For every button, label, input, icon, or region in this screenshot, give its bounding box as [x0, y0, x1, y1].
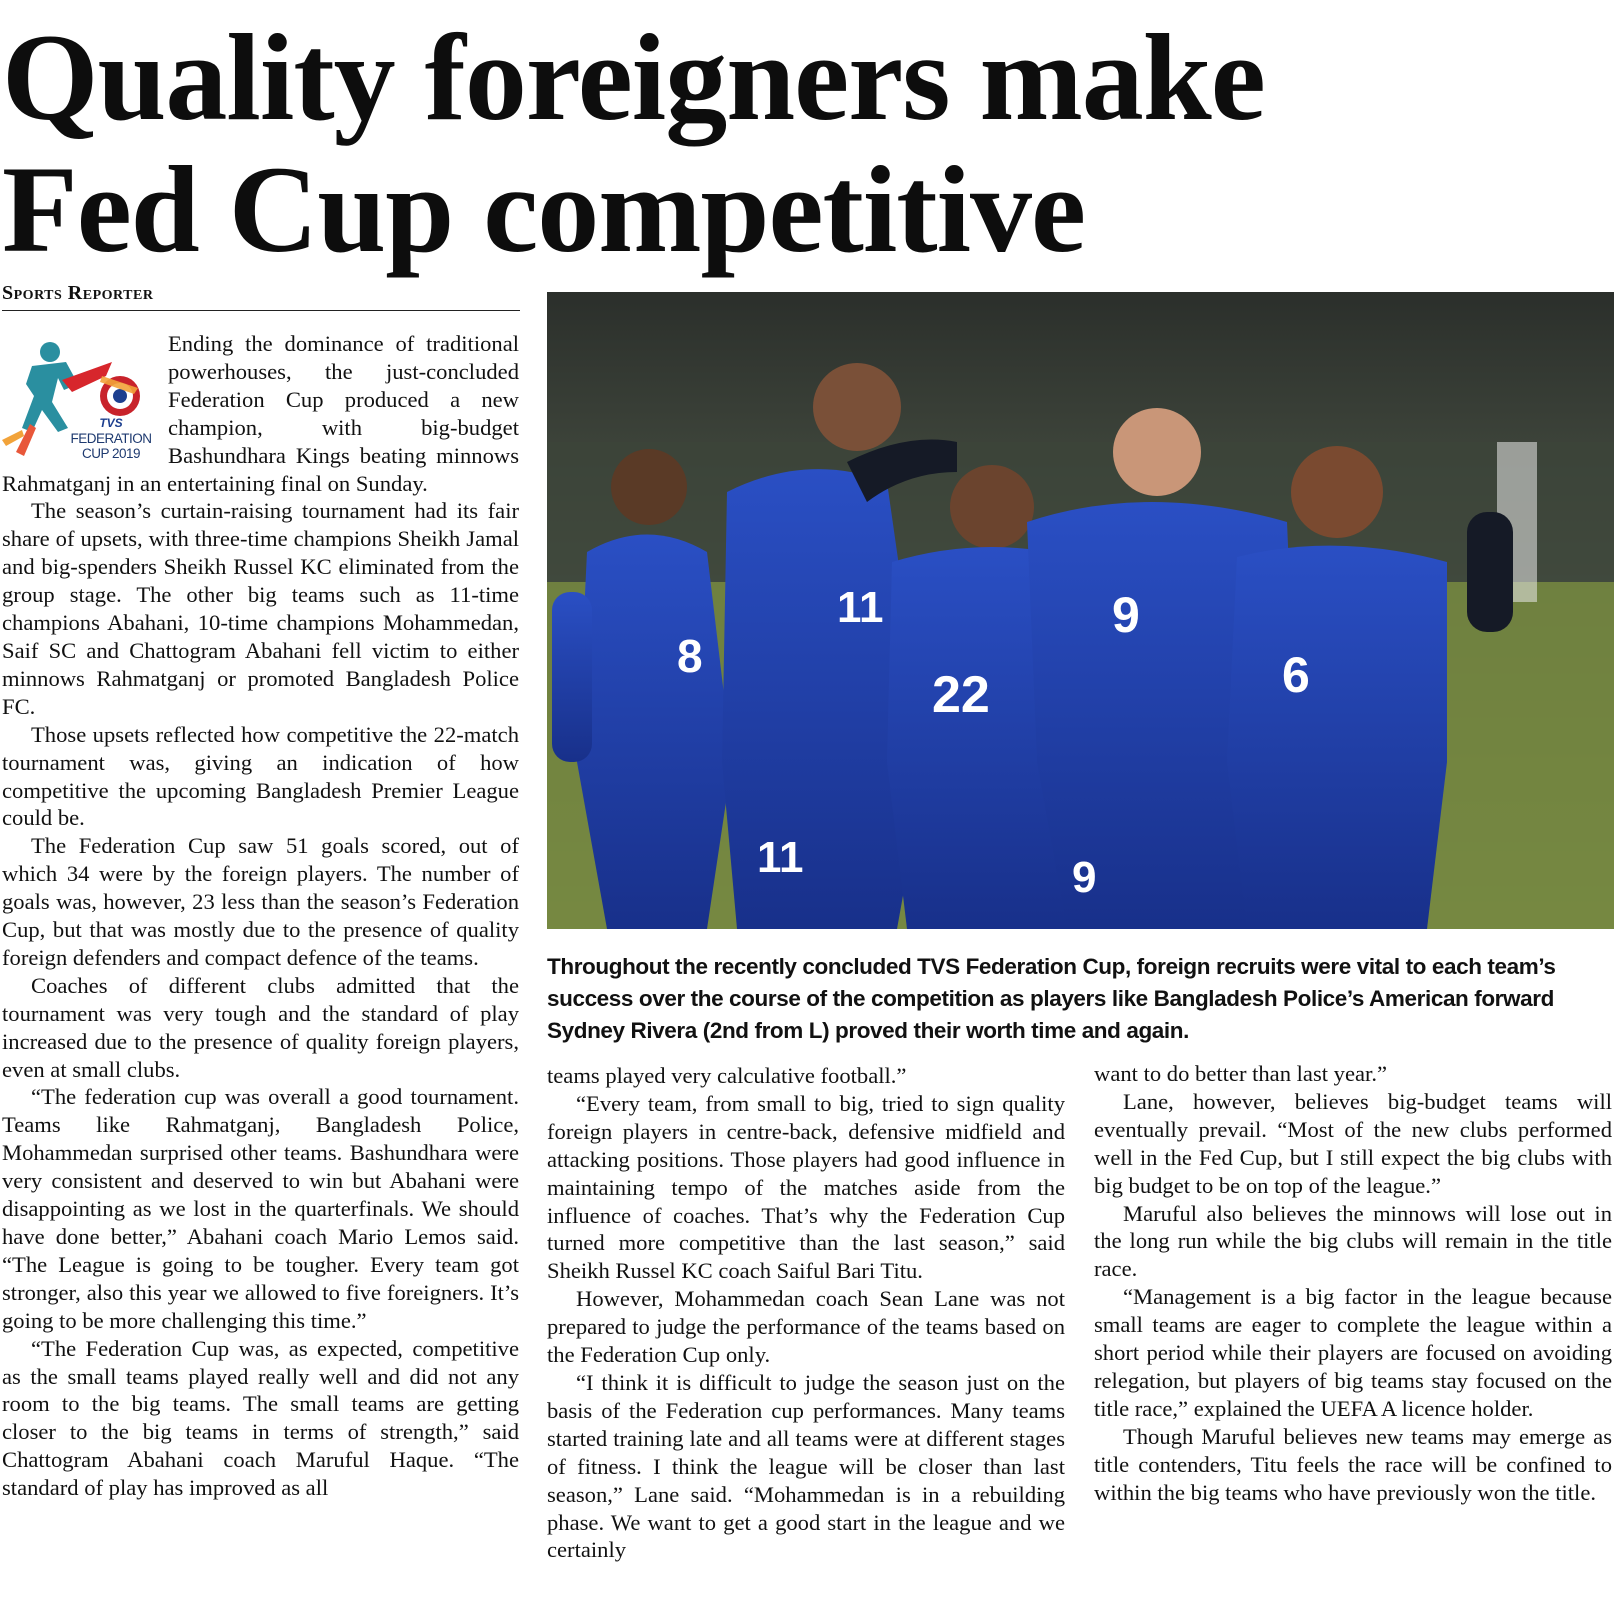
jersey-number: 11: [837, 583, 884, 632]
jersey-number: 8: [677, 630, 703, 682]
col3-paragraph: Though Maruful believes new teams may emerge as title contenders, Titu feels the race will be confined to within the big teams who have previously won the title.: [1094, 1423, 1612, 1505]
col1-paragraph: Those upsets reflected how competitive the 22-match tournament was, giving an indication of how competitive the upcoming Bangladesh Premier League could be.: [2, 721, 519, 831]
col1-paragraph: The Federation Cup saw 51 goals scored, out of which 34 were by the foreign players. The number of goals was, however, 23 less than the season’s Federation Cup, but that was mostly due to the presence of quality foreign defenders and compact defence of the teams.: [2, 833, 519, 970]
headline: [2, 9, 1602, 278]
shorts-number: 9: [1072, 853, 1097, 902]
col1-paragraph: Ending the dominance of traditional powerhouses, the just-concluded Federation Cup produced a new champion, with big-budget Bashundhara Kings beating minnows Rahmatganj in an entertaining final on Sunday.: [2, 331, 519, 496]
col1-paragraph: Coaches of different clubs admitted that the tournament was very tough and the standard of play increased due to the presence of quality foreign players, even at small clubs.: [2, 972, 519, 1082]
team-celebration-photo: [547, 292, 1614, 929]
jersey-number: 9: [1112, 587, 1140, 643]
col1-paragraph: “The federation cup was overall a good tournament. Teams like Rahmatganj, Bangladesh Police, Mohammedan surprised other teams. Bashundhara were very consistent and deserved to win but Abahani were disappointing as we lost in the quarterfinals. We should have done better,” Abahani coach Mario Lemos said. “The League is going to be tougher. Every team got stronger, also this year we allowed to five foreigners. It’s going to be more challenging this time.”: [2, 1084, 519, 1333]
shorts-number: 11: [757, 833, 804, 882]
headline-line-1: Quality foreigners make: [2, 9, 1265, 146]
col3-paragraph: Lane, however, believes big-budget teams will eventually prevail. “Most of the new clubs performed well in the Fed Cup, but I still expect the big clubs with big budget to be on top of the league.”: [1094, 1088, 1612, 1198]
article-column-2: [547, 1062, 1065, 1564]
col2-paragraph: However, Mohammedan coach Sean Lane was not prepared to judge the performance of the teams based on the Federation Cup only.: [547, 1286, 1065, 1368]
photo-illustration: [547, 292, 1614, 929]
logo-text-federation: FEDERATION: [70, 431, 152, 446]
col3-paragraph: want to do better than last year.”: [1094, 1061, 1387, 1086]
col3-paragraph: Maruful also believes the minnows will lose out in the long run while the big clubs will remain in the title race.: [1094, 1200, 1612, 1282]
byline: Sports Reporter: [2, 282, 520, 311]
photo-caption: Throughout the recently concluded TVS Federation Cup, foreign recruits were vital to each team’s success over the course of the competition as players like Bangladesh Police’s American forward Sydney Rivera (2nd from L) proved their worth time and again.: [547, 954, 1556, 1043]
article-column-3: [1094, 1060, 1612, 1507]
federation-cup-logo: [2, 332, 154, 464]
jersey-number: 22: [932, 666, 990, 724]
headline-line-2: Fed Cup competitive: [2, 141, 1086, 278]
logo-text-tvs: TVS: [99, 416, 123, 430]
col2-paragraph: “Every team, from small to big, tried to sign quality foreign players in centre-back, defensive midfield and attacking positions. Those players had good influence in maintaining tempo of the matches aside from the influence of coaches. That’s why the Federation Cup turned more competitive than the last season,” said Sheikh Russel KC coach Saiful Bari Titu.: [547, 1090, 1065, 1284]
article-column-1: [2, 330, 519, 1502]
federation-cup-logo-text: [68, 416, 154, 461]
jersey-number: 6: [1282, 647, 1310, 703]
logo-text-cup-year: CUP 2019: [81, 446, 141, 461]
col1-paragraph: The season’s curtain-raising tournament had its fair share of upsets, with three-time champions Sheikh Jamal and big-spenders Sheikh Russel KC eliminated from the group stage. The other big teams such as 11-time champions Abahani, 10-time champions Mohammedan, Saif SC and Chattogram Abahani fell victim to either minnows Rahmatganj or promoted Bangladesh Police FC.: [2, 498, 519, 719]
col3-paragraph: “Management is a big factor in the league because small teams are eager to complete the league within a short period while their players are focused on avoiding relegation, but players of big teams stay focused on the title race,” explained the UEFA A licence holder.: [1094, 1284, 1612, 1421]
col2-paragraph: teams played very calculative football.”: [547, 1063, 907, 1088]
col2-paragraph: “I think it is difficult to judge the season just on the basis of the Federation cup performances. Many teams started training late and all teams were at different stages of fitness. I think the league will be closer than last season,” Lane said. “Mohammedan is in a rebuilding phase. We want to get a good start in the league and we certainly: [547, 1369, 1065, 1563]
col1-paragraph: “The Federation Cup was, as expected, competitive as the small teams played really well and did not any room to the big teams. The small teams are getting closer to the big teams in terms of strength,” said Chattogram Abahani coach Maruful Haque. “The standard of play has improved as all: [2, 1335, 519, 1501]
